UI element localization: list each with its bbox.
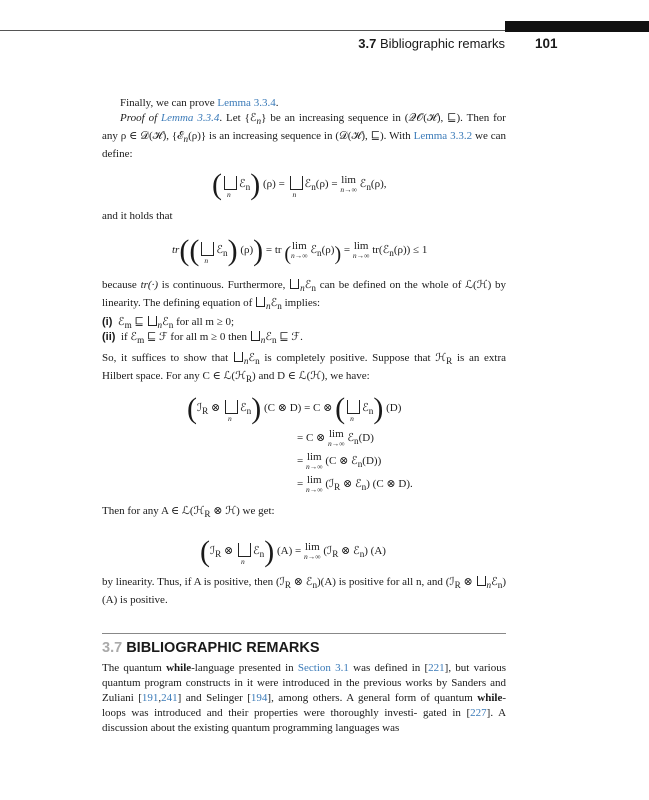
equation-3-row-1: (ℐ$_R$ ⊗ n ℰ$_n$) (C ⊗ D) = C ⊗ ( n ℰ$_n$) (D): [187, 392, 402, 425]
para-suffices: So, it suffices to show that $_n$ℰ$_n$ is completely positive. Suppose that ℋ$_R$ is an extra Hilbert space. For any C ∈ ℒ(ℋ$_R$) and D ∈ ℒ(ℋ), we have:: [102, 352, 507, 385]
lemma-link-proof[interactable]: Lemma 3.3.4: [161, 112, 220, 124]
running-head-number: 3.7: [358, 36, 377, 51]
lemma-link[interactable]: Lemma 3.3.4: [217, 97, 276, 109]
ref-191-link[interactable]: 191: [141, 692, 159, 704]
header-bar: [505, 21, 649, 32]
list-item-i: (i) ℰ$_m$ ⊑ $_n$ℰ$_n$ for all m ≥ 0;: [102, 316, 235, 331]
ref-241-link[interactable]: 241: [161, 692, 178, 704]
proof-paragraph: Proof of Lemma 3.3.4. Let {ℰ$_n$} be an increasing sequence in (𝒬𝒪(ℋ), ⊑). Then for any ρ ∈ 𝒟(ℋ), {ℰ$_n$(ρ)} is an increasing sequence in (𝒟(ℋ), ⊑). With Lemma 3.3.2 we can define:: [102, 112, 506, 161]
equation-4: (ℐ$_R$ ⊗ n ℰ$_n$) (A) = lim n→∞ (ℐ$_R$ ⊗ ℰ$_n$) (A): [200, 535, 386, 568]
equation-2: tr(( n ℰ$_n$) (ρ)) = tr (lim n→∞ ℰ$_n$(ρ)) = lim n→∞ tr(ℰ$_n$(ρ)) ≤ 1: [172, 234, 428, 267]
section-rule: [102, 633, 506, 634]
equation-1: ( n ℰ$_n$) (ρ) = n ℰ$_n$(ρ) = lim n→∞ ℰ$_n$(ρ),: [212, 168, 387, 201]
and-it-holds: and it holds that: [102, 210, 173, 222]
equation-3-row-3: = lim n→∞ (C ⊗ ℰ$_n$(D)): [297, 451, 382, 471]
lemma-332-link[interactable]: Lemma 3.3.2: [413, 130, 473, 143]
section-heading: 3.7 BIBLIOGRAPHIC REMARKS: [102, 640, 320, 656]
ref-194-link[interactable]: 194: [250, 692, 268, 704]
running-head: [245, 36, 505, 51]
running-head-title: Bibliographic remarks: [380, 36, 505, 51]
equation-3-row-2: = C ⊗ lim n→∞ ℰ$_n$(D): [297, 428, 374, 448]
page-number: 101: [535, 36, 558, 51]
para-linearity: by linearity. Thus, if A is positive, then (ℐ$_R$ ⊗ ℰ$_n$)(A) is positive for all n, and (ℐ$_R$ ⊗ $_n$ℰ$_n$) (A) is positive.: [102, 576, 506, 607]
para-then-for-any: Then for any A ∈ ℒ(ℋ$_R$ ⊗ ℋ) we get:: [102, 505, 275, 520]
ref-221-link[interactable]: 221: [428, 662, 445, 674]
list-item-ii: (ii) if ℰ$_m$ ⊑ ℱ for all m ≥ 0 then $_n$ℰ$_n$ ⊑ ℱ.: [102, 331, 303, 346]
para-continuous: because tr(·) is continuous. Furthermore, $_n$ℰ$_n$ can be defined on the whole of ℒ(ℋ) by linearity. The defining equation of $_n$ℰ$_n$ implies:: [102, 279, 507, 312]
para-finally: Finally, we can prove Lemma 3.3.4.: [120, 97, 279, 109]
equation-3-row-4: = lim n→∞ (ℐ$_R$ ⊗ ℰ$_n$) (C ⊗ D).: [297, 474, 413, 494]
bibliographic-paragraph: The quantum while-language presented in Section 3.1 was defined in [221], but various quantum program constructs in it were introduced in the previous works by Sanders and Zuliani [191,241] and Selinger [194], among others. A general form of quantum while-loops was introduced and their properties were thoroughly investi- gated in [227]. A discussion about the existing quantum programming languages was: [102, 662, 507, 734]
ref-227-link[interactable]: 227: [470, 707, 487, 719]
section-31-link[interactable]: Section 3.1: [297, 662, 349, 674]
